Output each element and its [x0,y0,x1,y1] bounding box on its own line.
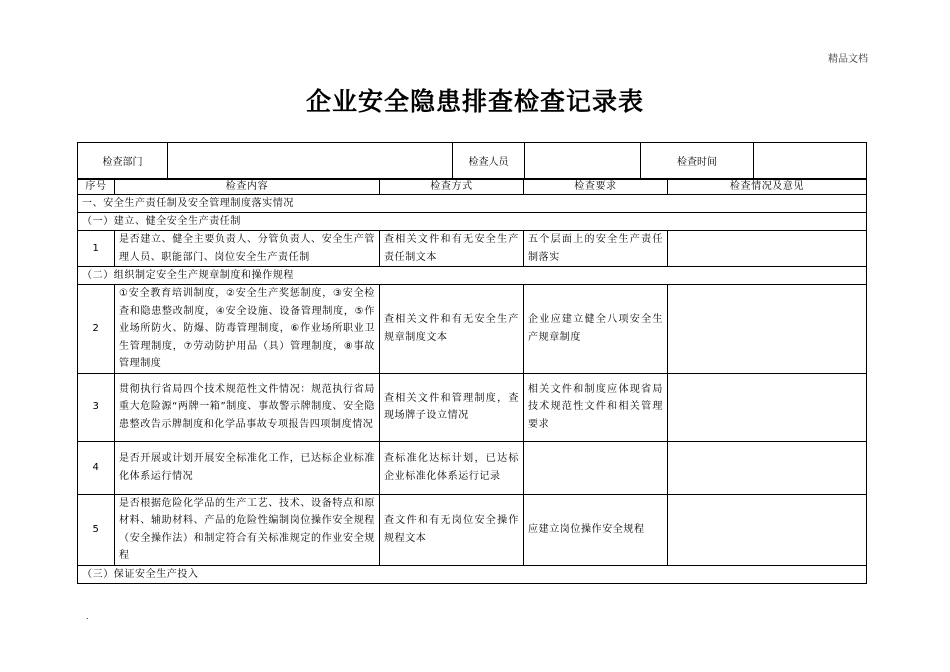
section-title: 一、安全生产责任制及安全管理制度落实情况 [78,195,867,213]
check-requirement [524,441,668,494]
row-number: 3 [78,373,115,441]
check-result-field[interactable] [668,373,867,441]
person-field[interactable] [525,143,641,179]
check-result-field[interactable] [668,285,867,374]
check-content: 贯彻执行省局四个技术规范性文件情况：规范执行省局重大危险源“两牌一箱”制度、事故警示牌制度、安全隐患整改告示牌制度和化学品事故专项报告四项制度情况 [115,373,380,441]
check-requirement: 相关文件和制度应体现省局技术规范性文件和相关管理要求 [524,373,668,441]
check-method: 查标准化达标计划，已达标企业标准化体系运行记录 [380,441,524,494]
check-content: 是否开展或计划开展安全标准化工作，已达标企业标准化体系运行情况 [115,441,380,494]
check-result-field[interactable] [668,231,867,267]
table-row [78,373,867,441]
subsection-row [78,267,867,285]
check-requirement: 五个层面上的安全生产责任制落实 [524,231,668,267]
check-requirement: 企业应建立健全八项安全生产规章制度 [524,285,668,374]
column-header-row [78,180,867,195]
table-row [78,285,867,374]
subsection-row [78,565,867,583]
subsection-title: （二）组织制定安全生产规章制度和操作规程 [78,267,867,285]
check-result-field[interactable] [668,494,867,565]
subsection-row [78,213,867,231]
subsection-title: （一）建立、健全安全生产责任制 [78,213,867,231]
section-row [78,195,867,213]
row-number: 4 [78,441,115,494]
dept-field[interactable] [168,143,453,179]
col-header-content: 检查内容 [115,180,380,195]
header-table [77,142,867,179]
check-method: 查相关文件和管理制度，查现场牌子设立情况 [380,373,524,441]
subsection-title: （三）保证安全生产投入 [78,565,867,583]
check-content: ①安全教育培训制度，②安全生产奖惩制度，③安全检查和隐患整改制度，④安全设施、设备管理制度，⑤作业场所防火、防爆、防毒管理制度，⑥作业场所职业卫生管理制度，⑦劳动防护用品（具）管理制度，⑧事故管理制度 [115,285,380,374]
footer-dot: . [86,612,89,621]
check-method: 查相关文件和有无安全生产责任制文本 [380,231,524,267]
check-result-field[interactable] [668,441,867,494]
check-method: 查相关文件和有无安全生产规章制度文本 [380,285,524,374]
time-field[interactable] [754,143,867,179]
row-number: 5 [78,494,115,565]
table-row [78,441,867,494]
time-label: 检查时间 [641,143,754,179]
check-method: 查文件和有无岗位安全操作规程文本 [380,494,524,565]
check-content: 是否根据危险化学品的生产工艺、技术、设备特点和原材料、辅助材料、产品的危险性编制岗位操作安全规程（安全操作法）和制定符合有关标准规定的作业安全规程 [115,494,380,565]
check-content: 是否建立、健全主要负责人、分管负责人、安全生产管理人员、职能部门、岗位安全生产责任制 [115,231,380,267]
row-number: 1 [78,231,115,267]
col-header-requirement: 检查要求 [524,180,668,195]
table-row [78,494,867,565]
dept-label: 检查部门 [78,143,168,179]
watermark-text: 精品文档 [828,54,868,65]
col-header-result: 检查情况及意见 [668,180,867,195]
person-label: 检查人员 [453,143,525,179]
check-requirement: 应建立岗位操作安全规程 [524,494,668,565]
table-row [78,231,867,267]
checklist-table [77,179,867,584]
col-header-method: 检查方式 [380,180,524,195]
col-header-no: 序号 [78,180,115,195]
row-number: 2 [78,285,115,374]
document-title: 企业安全隐患排查检查记录表 [305,87,644,116]
